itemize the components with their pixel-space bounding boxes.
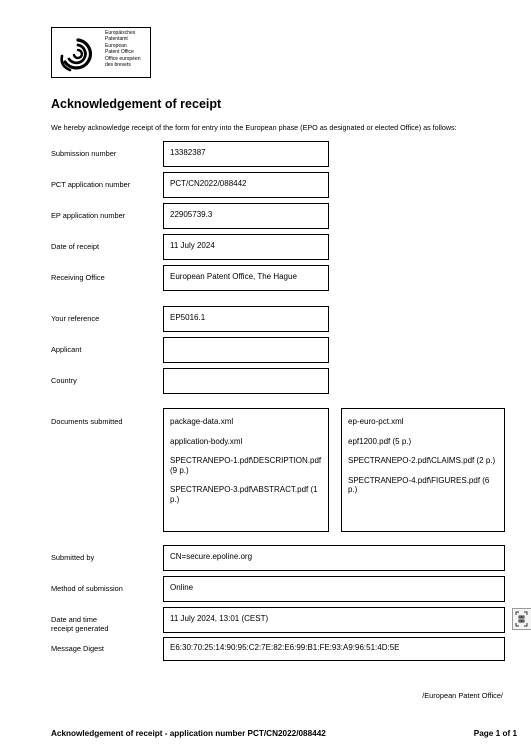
intro-text: We hereby acknowledge receipt of the form for entry into the European phase (EPO as designated or elected Office) as follows: <box>51 123 457 132</box>
message-digest-value: E6:30:70:25:14:90:95:C2:7E:82:E6:99:B1:FE:93:A9:96:51:4D:5E <box>163 637 505 661</box>
country-label: Country <box>51 376 77 385</box>
applicant-label: Applicant <box>51 345 82 354</box>
logo-text: Europäisches Patentamt European Patent Office Office européen des brevets <box>105 30 141 68</box>
document-item: SPECTRANEPO-1.pdf\DESCRIPTION.pdf (9 p.) <box>170 456 322 475</box>
your-reference-value: EP5016.1 <box>163 306 329 332</box>
ep-application-number-value: 22905739.3 <box>163 203 329 229</box>
date-of-receipt-label: Date of receipt <box>51 242 100 251</box>
page-number: Page 1 of 1 <box>473 729 517 738</box>
document-item: SPECTRANEPO-4.pdf\FIGURES.pdf (6 p.) <box>348 475 490 494</box>
footer-title: Acknowledgement of receipt - application number PCT/CN2022/088442 <box>51 729 326 738</box>
date-time-generated-label: Date and time receipt generated <box>51 615 109 633</box>
epo-logo <box>51 27 151 78</box>
pct-application-number-label: PCT application number <box>51 180 131 189</box>
method-of-submission-label: Method of submission <box>51 584 123 593</box>
submitted-by-value: CN=secure.epoline.org <box>163 545 505 571</box>
document-item: SPECTRANEPO-3.pdf\ABSTRACT.pdf (1 p.) <box>170 485 318 504</box>
signature: /European Patent Office/ <box>422 691 503 700</box>
submission-number-value: 13382387 <box>163 141 329 167</box>
documents-list-right <box>341 408 505 532</box>
date-time-generated-value: 11 July 2024, 13:01 (CEST) <box>163 607 505 633</box>
date-of-receipt-value: 11 July 2024 <box>163 234 329 260</box>
submission-number-label: Submission number <box>51 149 117 158</box>
your-reference-label: Your reference <box>51 314 100 323</box>
document-item: application-body.xml <box>170 436 243 446</box>
method-of-submission-value: Online <box>163 576 505 602</box>
document-item: package-data.xml <box>170 417 234 426</box>
documents-submitted-label: Documents submitted <box>51 417 123 426</box>
pct-application-number-value: PCT/CN2022/088442 <box>163 172 329 198</box>
document-item: SPECTRANEPO-2.pdf\CLAIMS.pdf (2 p.) <box>348 456 496 465</box>
epo-logo-icon <box>56 32 100 74</box>
qr-scan-icon[interactable] <box>512 608 531 630</box>
receiving-office-label: Receiving Office <box>51 273 105 282</box>
country-value <box>163 368 329 394</box>
applicant-value <box>163 337 329 363</box>
ep-application-number-label: EP application number <box>51 211 126 220</box>
document-item: epf1200.pdf (5 p.) <box>348 436 412 446</box>
page-title: Acknowledgement of receipt <box>51 97 222 111</box>
documents-list-left <box>163 408 329 532</box>
document-item: ep-euro-pct.xml <box>348 417 404 426</box>
receiving-office-value: European Patent Office, The Hague <box>163 265 329 291</box>
submitted-by-label: Submitted by <box>51 553 95 562</box>
message-digest-label: Message Digest <box>51 644 104 653</box>
